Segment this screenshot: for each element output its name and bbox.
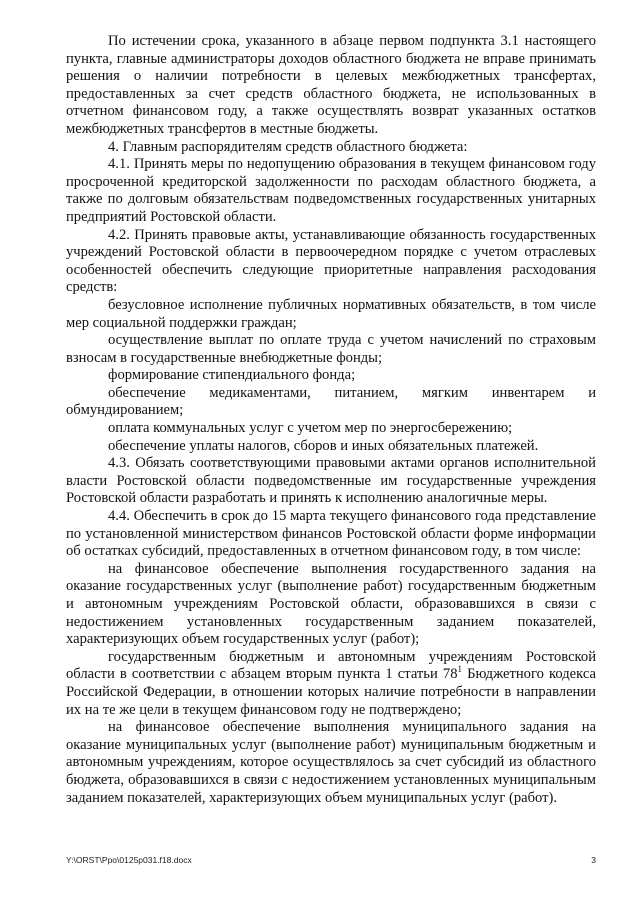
- paragraph-article-78: [66, 649, 596, 719]
- paragraph: 4.1. Принять меры по недопущению образования в текущем финансовом году просроченной кредиторской задолженности по расходам областного бюджета, а также по долговым обязательствам подведомственных государственных унитарных предприятий Ростовской области.: [66, 156, 596, 225]
- page-number: 3: [591, 855, 596, 865]
- paragraph: обеспечение уплаты налогов, сборов и иных обязательных платежей.: [108, 437, 539, 454]
- paragraph: обеспечение медикаментами, питанием, мягким инвентарем и обмундированием;: [66, 384, 596, 419]
- document-body: [66, 33, 596, 807]
- paragraph: 4.4. Обеспечить в срок до 15 марта текущего финансового года представление по установленной министерством финансов Ростовской области форме информации об остатках субсидий, предоставленных в отчетном финансовом году, в том числе:: [66, 508, 596, 560]
- paragraph: 4.3. Обязать соответствующими правовыми актами органов исполнительной власти Ростовской области подведомственные им государственные учреждения Ростовской области разработать и принять к исполнению аналогичные меры.: [66, 455, 596, 507]
- paragraph: на финансовое обеспечение выполнения государственного задания на оказание государственных услуг (выполнение работ) государственным бюджетным и автономным учреждениям Ростовской области, образовавшихся в связи с недостижением установленных государственным заданием показателей, характеризующих объем государственных услуг (работ);: [66, 560, 596, 648]
- paragraph: осуществление выплат по оплате труда с учетом начислений по страховым взносам в государственные внебюджетные фонды;: [66, 332, 596, 366]
- text-span: Бюджетного кодекса Российской Федерации, в отношении которых наличие потребности в направлении их на те же цели в текущем финансовом году не подтверждено;: [66, 666, 596, 718]
- paragraph: оплата коммунальных услуг с учетом мер по энергосбережению;: [108, 420, 513, 437]
- file-path: Y:\ORST\Ppo\0125p031.f18.docx: [66, 855, 192, 865]
- paragraph: на финансовое обеспечение выполнения муниципального задания на оказание муниципальных услуг (выполнение работ) муниципальным бюджетным и автономным учреждениям, которое осуществлялось за счет субсидий из областного бюджета, образовавшихся в связи с недостижением установленных муниципальным заданием показателей, характеризующих объем муниципальных услуг (работ).: [66, 719, 596, 806]
- paragraph: безусловное исполнение публичных нормативных обязательств, в том числе мер социальной поддержки граждан;: [66, 296, 596, 331]
- paragraph: 4.2. Принять правовые акты, устанавливающие обязанность государственных учреждений Ростовской области в первоочередном порядке с учетом отраслевых особенностей обеспечить следующие приоритетные направления расходования средств:: [66, 226, 596, 296]
- page-footer: [66, 855, 596, 865]
- paragraph: 4. Главным распорядителям средств областного бюджета:: [108, 138, 468, 155]
- superscript: 1: [457, 664, 462, 675]
- paragraph: По истечении срока, указанного в абзаце первом подпункта 3.1 настоящего пункта, главные администраторы доходов областного бюджета не вправе принимать решения о наличии потребности в целевых межбюджетных трансфертах, предоставленных за счет средств областного бюджета, не использованных в отчетном финансовом году, а также осуществлять возврат указанных остатков межбюджетных трансфертов в местные бюджеты.: [66, 33, 596, 137]
- text-span: государственным бюджетным и автономным учреждениям Ростовской области в соответствии с абзацем вторым пункта 1 статьи 78: [66, 648, 596, 683]
- paragraph: формирование стипендиального фонда;: [108, 367, 356, 384]
